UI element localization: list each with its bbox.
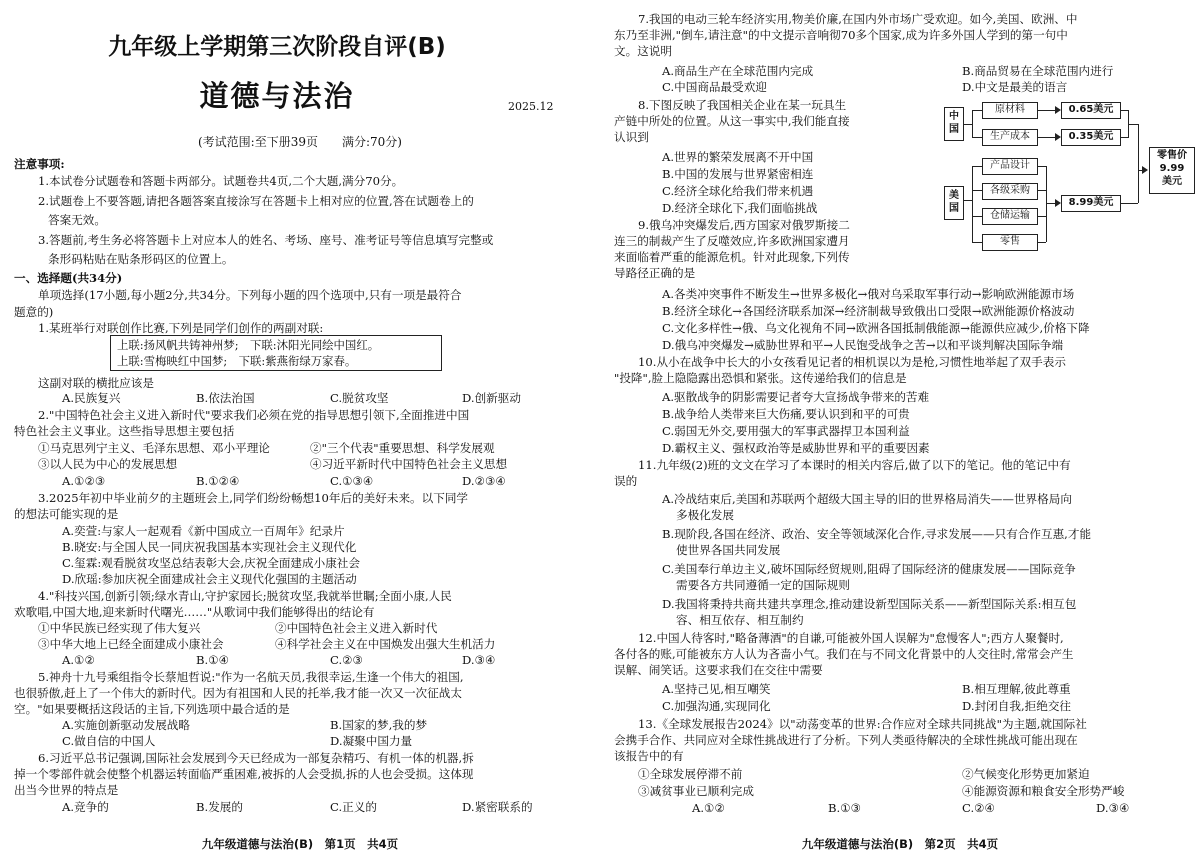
option: A.民族复兴 bbox=[62, 391, 121, 405]
statement: ②"三个代表"重要思想、科学发展观 bbox=[310, 441, 495, 455]
option: A.冷战结束后,美国和苏联两个超级大国主导的旧的世界格局消失——世界格局向 bbox=[662, 492, 1072, 506]
option: C.加强沟通,实现同化 bbox=[662, 699, 771, 713]
option-continued: 需要各方共同遵循一定的国际规则 bbox=[676, 578, 850, 592]
question-stem: 2."中国特色社会主义进入新时代"要求我们必须在党的指导思想引领下,全面推进中国 bbox=[38, 408, 470, 422]
note-line: 条形码粘贴在贴条形码区的位置上。 bbox=[48, 252, 234, 266]
question-stem: 产链中所处的位置。从这一事实中,我们能直接 bbox=[614, 114, 850, 128]
china-label: 中国 bbox=[944, 107, 964, 141]
option: B.经济全球化→各国经济联系加深→经济制裁导致俄出口受限→欧洲能源价格波动 bbox=[662, 304, 1075, 318]
option: C.中国商品最受欢迎 bbox=[662, 80, 767, 94]
question-stem: 出当今世界的特点是 bbox=[14, 783, 119, 797]
question-stem: "投降",脸上隐隐露出恐惧和紧张。这传递给我们的信息是 bbox=[614, 371, 907, 385]
exam-title: 九年级上学期第三次阶段自评(B) bbox=[108, 34, 446, 60]
question-stem: 1.某班举行对联创作比赛,下列是同学们创作的两副对联: bbox=[38, 321, 324, 335]
option: A.坚持己见,相互嘲笑 bbox=[662, 682, 771, 696]
question-stem: 10.从小在战争中长大的小女孩看见记者的相机误以为是枪,习惯性地举起了双手表示 bbox=[638, 355, 1066, 369]
option: D.经济全球化下,我们面临挑战 bbox=[662, 201, 818, 215]
question-stem: 空。"如果要概括这段话的主旨,下列选项中最合适的是 bbox=[14, 702, 290, 716]
option: D.欣瑶:参加庆祝全面建成社会主义现代化强国的主题活动 bbox=[62, 572, 357, 586]
option: B.商品贸易在全球范围内进行 bbox=[962, 64, 1114, 78]
question-stem: 来面临着严重的能源危机。针对此现象,下列传 bbox=[614, 250, 850, 264]
option: A.世界的繁荣发展离不开中国 bbox=[662, 150, 814, 164]
option: A.驱散战争的阴影需要记者夸大宣扬战争带来的苦难 bbox=[662, 390, 930, 404]
usa-item: 各级采购 bbox=[982, 183, 1038, 200]
retail-price-unit: 美元 bbox=[1162, 176, 1182, 187]
subject-title: 道德与法治 bbox=[199, 79, 355, 113]
note-line: 2.试题卷上不要答题,请把各题答案直接涂写在答题卡上相对应的位置,答在试题卷上的 bbox=[38, 194, 474, 208]
option: A.商品生产在全球范围内完成 bbox=[662, 64, 814, 78]
question-stem: 特色社会主义事业。这些指导思想主要包括 bbox=[14, 424, 235, 438]
question-stem: 会携手合作、共同应对全球性挑战进行了分析。下列人类亟待解决的全球性挑战可能出现在 bbox=[614, 733, 1078, 747]
question-stem: 6.习近平总书记强调,国际社会发展到今天已经成为一部复杂精巧、有机一体的机器,拆 bbox=[38, 751, 474, 765]
option: A.实施创新驱动发展战略 bbox=[62, 718, 190, 732]
statement: ②气候变化形势更加紧迫 bbox=[962, 767, 1090, 781]
china-value: 0.35美元 bbox=[1061, 129, 1121, 146]
question-stem: 7.我国的电动三轮车经济实用,物美价廉,在国内外市场广受欢迎。如今,美国、欧洲、中 bbox=[638, 12, 1078, 26]
option: D.俄乌冲突爆发→威胁世界和平→人民饱受战争之苦→以和平谈判解决国际争端 bbox=[662, 338, 1064, 352]
usa-item: 产品设计 bbox=[982, 158, 1038, 175]
question-stem: 5.神舟十九号乘组指令长蔡旭哲说:"作为一名航天员,我很幸运,生逢一个伟大的祖国, bbox=[38, 670, 464, 684]
option: C.经济全球化给我们带来机遇 bbox=[662, 184, 814, 198]
option: B.现阶段,各国在经济、政治、安全等领域深化合作,寻求发展——只有合作互惠,才能 bbox=[662, 527, 1092, 541]
option: A.①② bbox=[62, 653, 95, 667]
question-stem: 掉一个零部件就会使整个机器运转面临严重困难,被拆的人会受损,拆的人也会受损。这体现 bbox=[14, 767, 474, 781]
option: D.③④ bbox=[462, 653, 496, 667]
statement: ③以人民为中心的发展思想 bbox=[38, 457, 178, 471]
china-value: 0.65美元 bbox=[1061, 102, 1121, 119]
option: B.①④ bbox=[196, 653, 229, 667]
page-footer: 九年级道德与法治(B) 第1页 共4页 bbox=[201, 837, 399, 851]
option: B.晓安:与全国人民一同庆祝我国基本实现社会主义现代化 bbox=[62, 540, 357, 554]
option: B.①③ bbox=[828, 801, 861, 815]
question-stem: 9.俄乌冲突爆发后,西方国家对俄罗斯接二 bbox=[638, 218, 850, 232]
option: C.美国奉行单边主义,破坏国际经贸规则,阻碍了国际经济的健康发展——国际竞争 bbox=[662, 562, 1076, 576]
couplet-box bbox=[110, 335, 442, 371]
option: A.竞争的 bbox=[62, 800, 109, 814]
option: D.霸权主义、强权政治等是威胁世界和平的重要因素 bbox=[662, 441, 930, 455]
question-stem: 文。这说明 bbox=[614, 44, 672, 58]
option-continued: 多极化发展 bbox=[676, 508, 734, 522]
exam-date: 2025.12 bbox=[508, 100, 554, 113]
note-line: 3.答题前,考生务必将答题卡上对应本人的姓名、考场、座号、准考证号等信息填写完整或 bbox=[38, 233, 494, 247]
china-item: 原材料 bbox=[982, 102, 1038, 119]
question-stem: 导路径正确的是 bbox=[614, 266, 696, 280]
question-stem: 连三的制裁产生了反噬效应,许多欧洲国家遭月 bbox=[614, 234, 850, 248]
question-stem: 3.2025年初中毕业前夕的主题班会上,同学们纷纷畅想10年后的美好未来。以下同学 bbox=[38, 491, 469, 505]
china-item: 生产成本 bbox=[982, 129, 1038, 146]
exam-page-2 bbox=[600, 0, 1200, 864]
option: D.③④ bbox=[1096, 801, 1130, 815]
question-stem: 这副对联的横批应该是 bbox=[38, 376, 154, 390]
retail-price-label: 零售价 bbox=[1157, 150, 1187, 161]
usa-item: 零售 bbox=[982, 234, 1038, 251]
option: D.我国将秉持共商共建共享理念,推动建设新型国际关系——新型国际关系:相互包 bbox=[662, 597, 1077, 611]
option: B.国家的梦,我的梦 bbox=[330, 718, 428, 732]
option: D.②③④ bbox=[462, 474, 506, 488]
statement: ③减贫事业已顺利完成 bbox=[638, 784, 754, 798]
note-line: 1.本试卷分试题卷和答题卡两部分。试题卷共4页,二个大题,满分70分。 bbox=[38, 174, 404, 188]
option: C.弱国无外交,要用强大的军事武器捍卫本国利益 bbox=[662, 424, 910, 438]
note-line: 答案无效。 bbox=[48, 213, 106, 227]
question-stem: 的想法可能实现的是 bbox=[14, 507, 119, 521]
option: B.相互理解,彼此尊重 bbox=[962, 682, 1071, 696]
couplet-line: 上联:扬风帆共铸神州梦; 下联:沐阳光同绘中国红。 bbox=[117, 338, 380, 352]
option: A.奕萱:与家人一起观看《新中国成立一百周年》纪录片 bbox=[62, 524, 345, 538]
section-desc: 单项选择(17小题,每小题2分,共34分。下列每小题的四个选项中,只有一项是最符合 bbox=[38, 288, 462, 302]
option: D.封闭自我,拒绝交往 bbox=[962, 699, 1072, 713]
usa-label: 美国 bbox=[944, 186, 964, 220]
section-desc: 题意的) bbox=[14, 305, 54, 319]
section-heading: 一、选择题(共34分) bbox=[14, 271, 123, 285]
question-stem: 东乃至非洲,"倒车,请注意"的中文提示音响彻70多个国家,成为许多外国人学到的第一句中 bbox=[614, 28, 1068, 42]
option: B.发展的 bbox=[196, 800, 243, 814]
question-stem: 11.九年级(2)班的文文在学习了本课时的相关内容后,做了以下的笔记。他的笔记中有 bbox=[638, 458, 1071, 472]
statement: ④能源资源和粮食安全形势严峻 bbox=[962, 784, 1125, 798]
statement: ④习近平新时代中国特色社会主义思想 bbox=[310, 457, 508, 471]
option: C.文化多样性→俄、乌文化视角不同→欧洲各国抵制俄能源→能源供应减少,价格下降 bbox=[662, 321, 1090, 335]
question-stem: 13.《全球发展报告2024》以"动荡变革的世界:合作应对全球共同挑战"为主题,就国际社 bbox=[638, 717, 1087, 731]
option: D.凝聚中国力量 bbox=[330, 734, 413, 748]
option-continued: 使世界各国共同发展 bbox=[676, 543, 781, 557]
statement: ①全球发展停滞不前 bbox=[638, 767, 743, 781]
statement: ④科学社会主义在中国焕发出强大生机活力 bbox=[275, 637, 496, 651]
statement: ②中国特色社会主义进入新时代 bbox=[275, 621, 438, 635]
option: B.①②④ bbox=[196, 474, 240, 488]
question-stem: 8.下图反映了我国相关企业在某一玩具生 bbox=[638, 98, 847, 112]
question-stem: 也很骄傲,赶上了一个伟大的新时代。因为有祖国和人民的托举,我才能一次又一次征战太 bbox=[14, 686, 462, 700]
option: C.①③④ bbox=[330, 474, 374, 488]
statement: ①马克思列宁主义、毛泽东思想、邓小平理论 bbox=[38, 441, 270, 455]
retail-price-value: 9.99 bbox=[1159, 163, 1185, 174]
retail-price-box bbox=[1149, 147, 1195, 194]
question-stem: 各付各的账,可能被东方人认为吝啬小气。我们在与不同文化背景中的人交往时,常常会产生 bbox=[614, 647, 1074, 661]
question-stem: 12.中国人待客时,"略备薄酒"的自谦,可能被外国人误解为"怠慢客人";西方人聚餐时, bbox=[638, 631, 1064, 645]
exam-scope: (考试范围:至下册39页 满分:70分) bbox=[198, 135, 402, 149]
question-stem: 4."科技兴国,创新引领;绿水青山,守护家园长;脱贫攻坚,我就举世瞩;全面小康,人民 bbox=[38, 589, 452, 603]
question-stem: 欢歌唱,中国大地,迎来新时代曙光……"从歌词中我们能够得出的结论有 bbox=[14, 605, 375, 619]
question-stem: 认识到 bbox=[614, 130, 649, 144]
notes-title: 注意事项: bbox=[14, 157, 65, 171]
option: C.正义的 bbox=[330, 800, 377, 814]
question-stem: 误解、闹笑话。这要求我们在交往中需要 bbox=[614, 663, 823, 677]
option: C.脱贫攻坚 bbox=[330, 391, 389, 405]
option: A.①② bbox=[692, 801, 725, 815]
statement: ③中华大地上已经全面建成小康社会 bbox=[38, 637, 224, 651]
option: B.战争给人类带来巨大伤痛,要认识到和平的可贵 bbox=[662, 407, 910, 421]
option: C.②③ bbox=[330, 653, 363, 667]
usa-item: 仓储运输 bbox=[982, 208, 1038, 225]
option: A.各类冲突事件不断发生→世界多极化→俄对乌采取军事行动→影响欧洲能源市场 bbox=[662, 287, 1075, 301]
option: A.①②③ bbox=[62, 474, 106, 488]
question-stem: 该报告中的有 bbox=[614, 749, 684, 763]
statement: ①中华民族已经实现了伟大复兴 bbox=[38, 621, 201, 635]
couplet-line: 上联:雪梅映红中国梦; 下联:紫燕衔绿万家春。 bbox=[117, 354, 357, 368]
option: C.玺霖:观看脱贫攻坚总结表彰大会,庆祝全面建成小康社会 bbox=[62, 556, 360, 570]
page-footer: 九年级道德与法治(B) 第2页 共4页 bbox=[801, 837, 999, 851]
option: B.中国的发展与世界紧密相连 bbox=[662, 167, 814, 181]
option-continued: 容、相互依存、相互制约 bbox=[676, 613, 804, 627]
usa-value: 8.99美元 bbox=[1061, 195, 1121, 212]
option: D.中文是最美的语言 bbox=[962, 80, 1068, 94]
option: D.创新驱动 bbox=[462, 391, 521, 405]
option: D.紧密联系的 bbox=[462, 800, 533, 814]
question-stem: 误的 bbox=[614, 474, 638, 488]
option: C.做自信的中国人 bbox=[62, 734, 156, 748]
option: B.依法治国 bbox=[196, 391, 255, 405]
option: C.②④ bbox=[962, 801, 995, 815]
